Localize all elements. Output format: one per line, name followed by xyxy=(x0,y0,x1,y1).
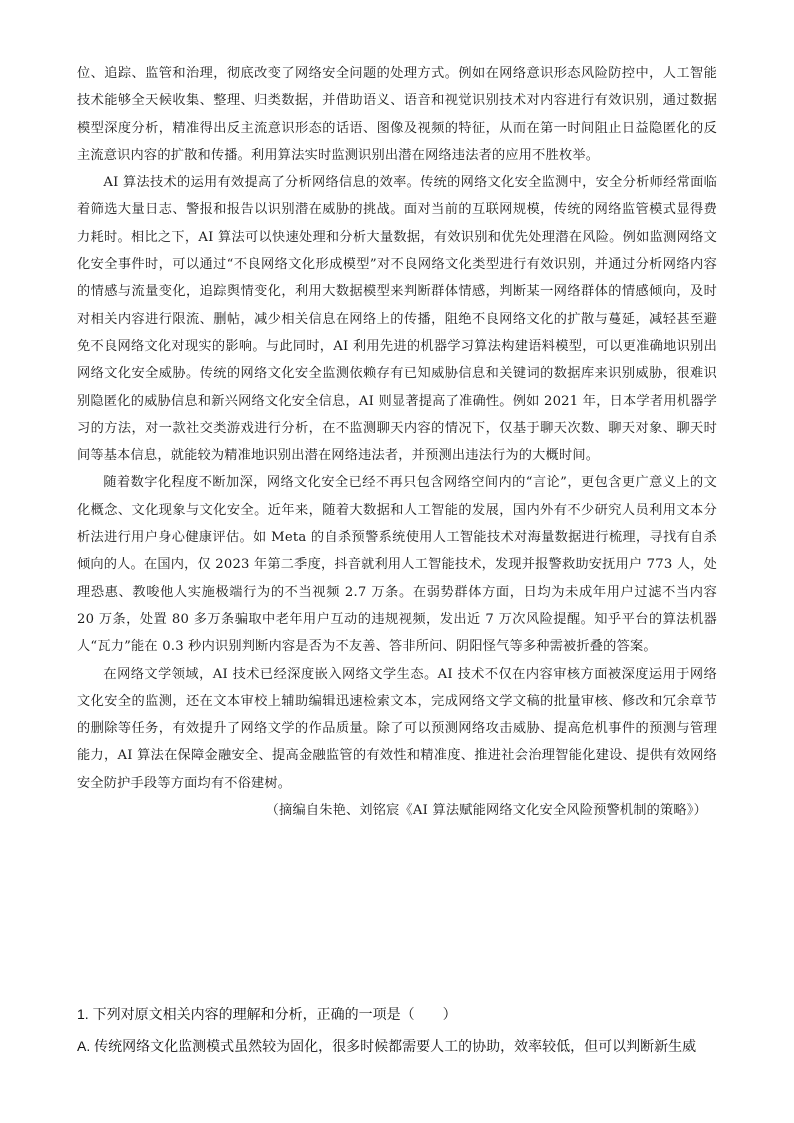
paragraph-3: 随着数字化程度不断加深，网络文化安全已经不再只包含网络空间内的“言论”，更包含更广意义上的文化概念、文化现象与文化安全。近年来，随着大数据和人工智能的发展，国内外有不少研究人员利用文本分析法进行用户身心健康评估。如 Meta 的自杀预警系统使用人工智能技术对海量数据进行梳理，寻找有自杀倾向的人。在国内，仅 2023 年第二季度，抖音就利用人工智能技术，发现并报警救助安抚用户 773 人，处理恐惠、教唆他人实施极端行为的不当视频 2.7 万条。在弱势群体方面，日均为未成年用户过滤不当内容 20 万条，处置 80 多万条骗取中老年用户互动的违规视频，发出近 7 万次风险提醒。知乎平台的算法机器人“瓦力”能在 0.3 秒内识别判断内容是否为不友善、答非所问、阴阳怪气等多种需被折叠的答案。 xyxy=(77,475,717,655)
option-a: A. 传统网络文化监测模式虽然较为固化，很多时候都需要人工的协助，效率较低，但可以判断新生威 xyxy=(77,1038,697,1054)
question-stem: 1. 下列对原文相关内容的理解和分析，正确的一项是（ ） xyxy=(77,1006,457,1022)
paragraph-4: 在网络文学领域，AI 技术已经深度嵌入网络文学生态。AI 技术不仅在内容审核方面被深度运用于网络文化安全的监测，还在文本审校上辅助编辑迅速检索文本，完成网络文学文稿的批量审核、修改和冗余章节的删除等任务，有效提升了网络文学的作品质量。除了可以预测网络攻击威胁、提高危机事件的预测与管理能力，AI 算法在保障金融安全、提高金融监管的有效性和精准度、推进社会治理智能化建设、提供有效网络安全防护手段等方面均有不俗建树。 xyxy=(77,666,717,791)
paragraph-1: 位、追踪、监管和治理，彻底改变了网络安全问题的处理方式。例如在网络意识形态风险防控中，人工智能技术能够全天候收集、整理、归类数据，并借助语义、语音和视觉识别技术对内容进行有效识别，通过数据模型深度分析，精准得出反主流意识形态的话语、图像及视频的特征，从而在第一时间阻止日益隐匿化的反主流意识内容的扩散和传播。利用算法实时监测识别出潜在网络违法者的应用不胜枚举。 xyxy=(77,66,717,163)
paragraph-2: AI 算法技术的运用有效提高了分析网络信息的效率。传统的网络文化安全监测中，安全分析师经常面临着筛选大量日志、警报和报告以识别潜在威胁的挑战。面对当前的互联网规模，传统的网络监管模式显得费力耗时。相比之下，AI 算法可以快速处理和分析大量数据，有效识别和优先处理潜在风险。例如监测网络文化安全事件时，可以通过“不良网络文化形成模型”对不良网络文化类型进行有效识别，并通过分析网络内容的情感与流量变化，追踪舆情变化，利用大数据模型来判断群体情感，判断某一网络群体的情感倾向，及时对相关内容进行限流、删帖，减少相关信息在网络上的传播，阻绝不良网络文化的扩散与蔓延，减轻甚至避免不良网络文化对现实的影响。与此同时，AI 利用先进的机器学习算法构建语料模型，可以更准确地识别出网络文化安全威胁。传统的网络文化安全监测依赖存有已知威胁信息和关键词的数据库来识别威胁，很难识别隐匿化的威胁信息和新兴网络文化安全信息，AI 则显著提高了准确性。例如 2021 年，日本学者用机器学习的方法，对一款社交类游戏进行分析，在不监测聊天内容的情况下，仅基于聊天次数、聊天对象、聊天时间等基本信息，就能较为精准地识别出潜在网络违法者，并预测出违法行为的大概时间。 xyxy=(77,175,717,464)
question-block xyxy=(77,1000,717,1060)
article-body xyxy=(77,60,717,824)
source-citation: （摘编自朱艳、刘铭宸《AI 算法赋能网络文化安全风险预警机制的策略》） xyxy=(265,803,707,819)
